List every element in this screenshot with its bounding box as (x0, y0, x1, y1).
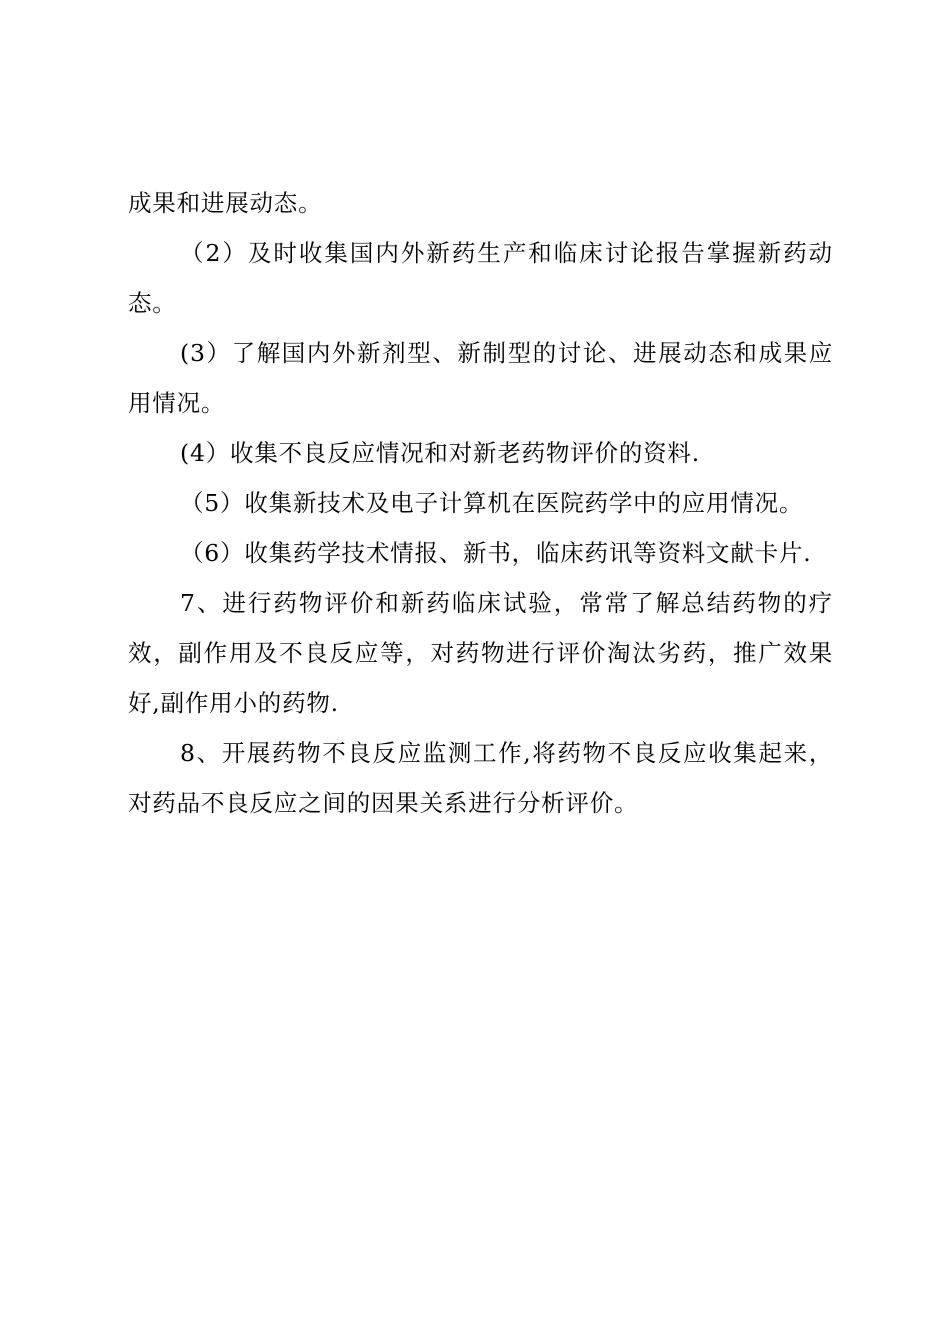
paragraph-item-4: (4）收集不良反应情况和对新老药物评价的资料. (180, 439, 700, 467)
document-body (128, 178, 833, 828)
paragraph-section-7: 7、进行药物评价和新药临床试验，常常了解总结药物的疗效，副作用及不良反应等，对药物进行评价淘汰劣药，推广效果好,副作用小的药物. (128, 589, 833, 717)
paragraph-section-8: 8、开展药物不良反应监测工作,将药物不良反应收集起来，对药品不良反应之间的因果关系进行分析评价。 (128, 739, 833, 817)
paragraph-item-2: （2）及时收集国内外新药生产和临床讨论报告掌握新药动态。 (128, 239, 833, 317)
paragraph-item-6: （6）收集药学技术情报、新书，临床药讯等资料文献卡片. (180, 539, 812, 567)
paragraph-item-3: (3）了解国内外新剂型、新制型的讨论、进展动态和成果应用情况。 (128, 339, 833, 417)
paragraph-item-5: （5）收集新技术及电子计算机在医院药学中的应用情况。 (180, 489, 804, 517)
paragraph-continuation: 成果和进展动态。 (128, 189, 323, 217)
